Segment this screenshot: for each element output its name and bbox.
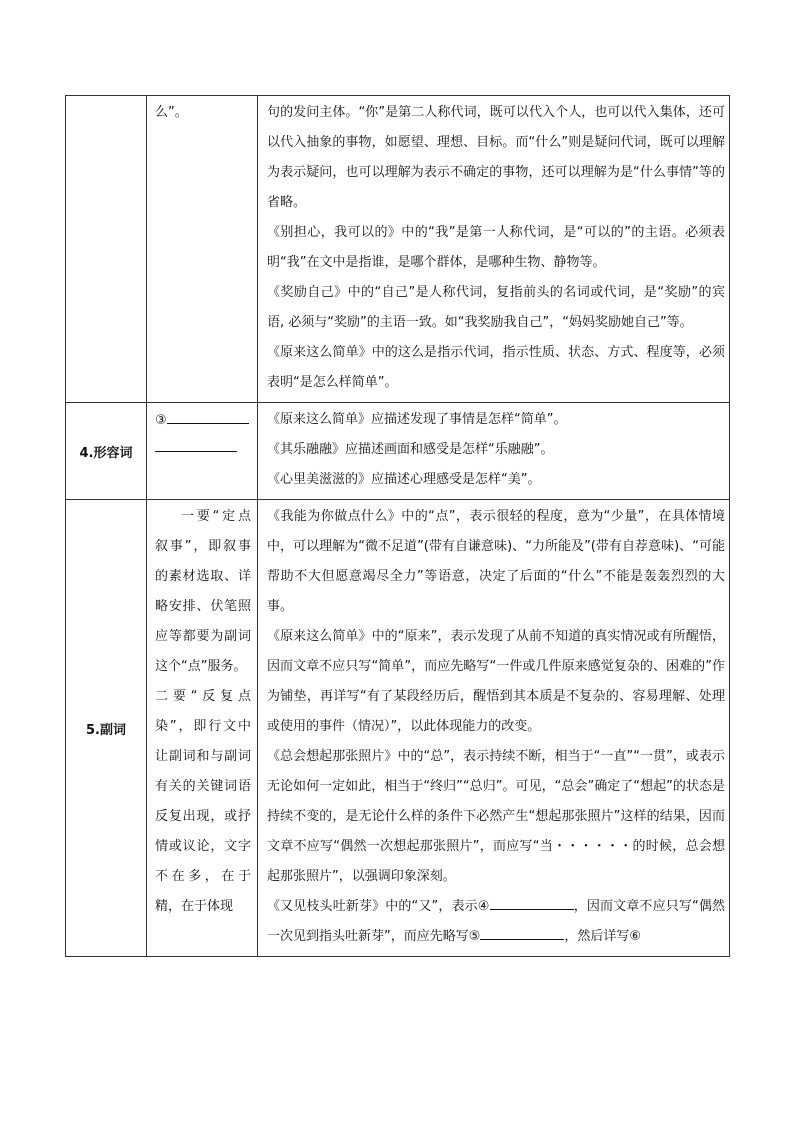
category-label: 5.副词 (86, 722, 126, 738)
example-paragraph: 句的发问主体。“你”是第二人称代词，既可以代入个人，也可以代入集体，还可以代入抽象的事物，如愿望、理想、目标。而“什么”则是疑问代词，既可以理解为表示疑问，也可以理解为表示不确定的事物，还可以理解为是“什么事情”等的省略。 (267, 105, 725, 210)
method-text: 么”。 (155, 105, 188, 120)
example-text: 《又见枝头吐新芽》中的“又”，表示④ (267, 899, 490, 914)
blank-marker: ③ (155, 413, 167, 428)
method-paragraph: 二要“反复点染”，即行文中让副词和与副词有关的关键词语反复出现，或抒情或议论，文字不在多，在于精，在于体现 (155, 689, 251, 914)
example-paragraph: 《我能为你做点什么》中的“点”，表示很轻的程度，意为“少量”，在具体情境中，可以理解为“微不足道”(带有自谦意味)、“力所能及”(带有自荐意味)、“可能帮助不大但愿意竭尽全力”等语意，决定了后面的“什么”不能是轰轰烈烈的大事。 (267, 509, 725, 614)
example-paragraph: 《原来这么简单》中的“原来”，表示发现了从前不知道的真实情况或有所醒悟，因而文章不应只写“简单”，而应先略写“一件或几件原来感觉复杂的、困难的”作为铺垫，再详写“有了某段经历后，醒悟到其本质是不复杂的、容易理解、处理或使用的事件（情况）”，以此体现能力的改变。 (267, 629, 725, 734)
category-label: 4.形容词 (79, 445, 133, 461)
category-cell (66, 403, 147, 500)
method-cell (147, 96, 258, 403)
example-paragraph: 《总会想起那张照片》中的“总”，表示持续不断，相当于“一直”“一贯”，或表示无论如何一定如此，相当于“终归”“总归”。可见，“总会”确定了“想起”的状态是持续不变的，是无论什么样的条件下必然产生“想起那张照片”这样的结果，因而文章不应写“偶然一次想起那张照片”，而应写“当・・・・・・的时候，总会想起那张照片”，以强调印象深刻。 (267, 749, 725, 884)
answer-blank (480, 925, 564, 940)
table-row-adjective (66, 403, 730, 500)
category-cell (66, 500, 147, 957)
example-paragraph: 《原来这么简单》中的这么是指示代词，指示性质、状态、方式、程度等，必须表明“是怎么样简单”。 (267, 345, 725, 390)
category-cell (66, 96, 147, 403)
answer-blank (167, 409, 249, 424)
example-paragraph: 《别担心，我可以的》中的“我”是第一人称代词，是“可以的”的主语。必须表明“我”在文中是指谁，是哪个群体，是哪种生物、静物等。 (267, 225, 725, 270)
content-table (65, 95, 730, 957)
example-paragraph (267, 892, 725, 952)
table-row-adverb (66, 500, 730, 957)
example-cell (258, 500, 730, 957)
example-text: ，因而文章不应只写“偶然一次见到指头吐新芽”，而应先略写⑤ (267, 899, 725, 944)
method-cell (147, 500, 258, 957)
answer-blank (490, 895, 574, 910)
answer-blank (155, 437, 237, 452)
example-text: ，然后详写⑥ (564, 929, 642, 944)
example-cell (258, 403, 730, 500)
example-paragraph: 《原来这么简单》应描述发现了事情是怎样“简单”。 (267, 412, 567, 427)
example-paragraph: 《心里美滋滋的》应描述心理感受是怎样“美”。 (267, 472, 541, 487)
method-paragraph: 一要“定点叙事”，即叙事的素材选取、详略安排、伏笔照应等都要为副词这个“点”服务。 (155, 509, 251, 674)
example-paragraph: 《其乐融融》应描述画面和感受是怎样“乐融融”。 (267, 442, 554, 457)
method-cell (147, 403, 258, 500)
example-cell (258, 96, 730, 403)
table-row-pronoun-cont (66, 96, 730, 403)
example-paragraph: 《奖励自己》中的“自己”是人称代词，复指前头的名词或代词，是“奖励”的宾语, 必须与“奖励”的主语一致。如“我奖励我自己”，“妈妈奖励她自己”等。 (267, 285, 725, 330)
